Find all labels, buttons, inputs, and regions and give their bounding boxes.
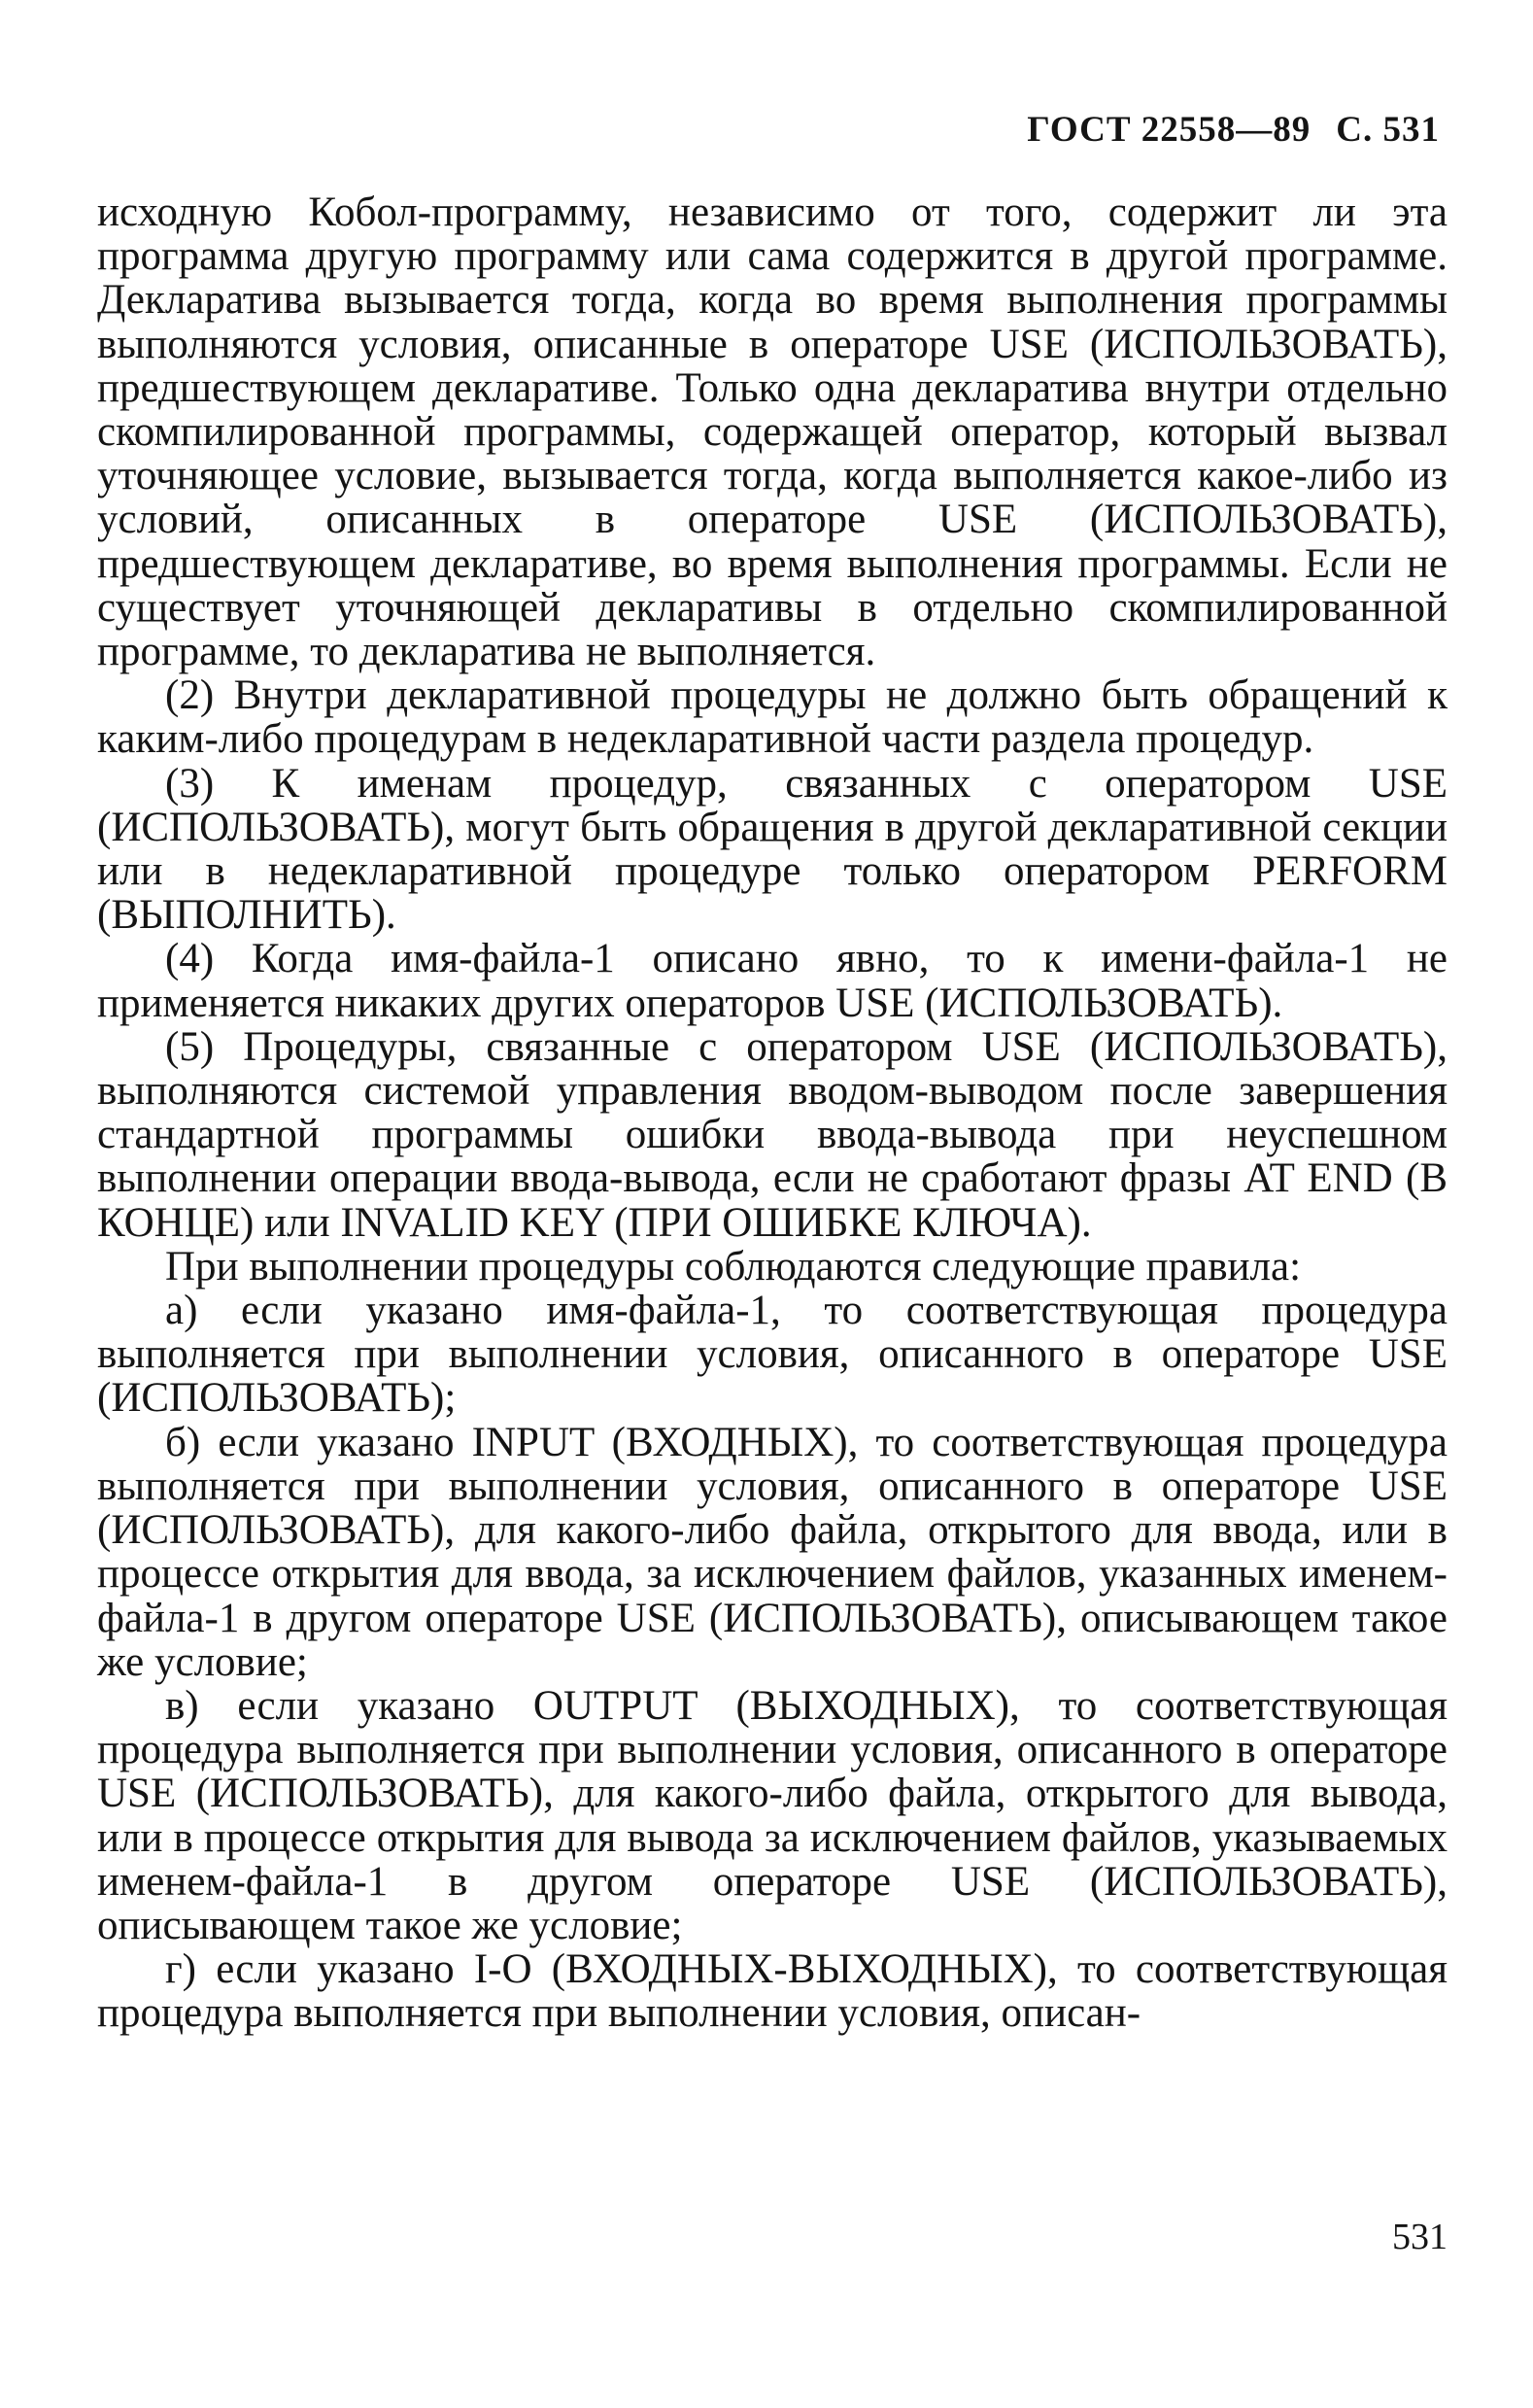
running-header bbox=[1027, 109, 1440, 151]
header-page-reference: С. 531 bbox=[1336, 110, 1440, 150]
standard-designation: ГОСТ 22558—89 bbox=[1027, 110, 1312, 150]
paragraph-continuation: исходную Кобол-программу, независимо от того, содержит ли эта программа другую программу или сама содержится в другой программе. Декларатива вызывается тогда, когда во время выполнения программы выполняются условия, описанные в операторе USE (ИСПОЛЬЗОВАТЬ), предшествующем декларативе. Только одна декларатива внутри отдельно скомпилированной программы, содержащей оператор, который вызвал уточняющее условие, вызывается тогда, когда выполняется какое-либо из условий, описанных в операторе USE (ИСПОЛЬЗОВАТЬ), предшествующем декларативе, во время выполнения программы. Если не существует уточняющей декларативы в отдельно скомпилированной программе, то декларатива не выполняется. bbox=[97, 189, 1448, 675]
paragraph-item-5: (5) Процедуры, связанные с оператором USE (ИСПОЛЬЗОВАТЬ), выполняются системой управления вводом-выводом после завершения стандартной программы ошибки ввода-вывода при неуспешном выполнении операции ввода-вывода, если не сработают фразы AT END (В КОНЦЕ) или INVALID KEY (ПРИ ОШИБКЕ КЛЮЧА). bbox=[97, 1023, 1448, 1246]
page-number: 531 bbox=[1392, 2217, 1448, 2257]
paragraph-item-4: (4) Когда имя-файла-1 описано явно, то к имени-файла-1 не применяется никаких других операторов USE (ИСПОЛЬЗОВАТЬ). bbox=[97, 936, 1448, 1026]
paragraph-rule-v: в) если указано OUTPUT (ВЫХОДНЫХ), то соответствующая процедура выполняется при выполнении условия, описанного в операторе USE (ИСПОЛЬЗОВАТЬ), для какого-либо файла, открытого для вывода, или в процессе открытия для вывода за исключением файлов, указываемых именем-файла-1 в другом операторе USE (ИСПОЛЬЗОВАТЬ), описывающем такое же условие; bbox=[97, 1682, 1448, 1948]
paragraph-rules-intro: При выполнении процедуры соблюдаются следующие правила: bbox=[165, 1243, 1302, 1290]
paragraph-item-2: (2) Внутри декларативной процедуры не должно быть обращений к каким-либо процедурам в недекларативной части раздела процедур. bbox=[97, 672, 1448, 763]
paragraph-item-3: (3) К именам процедур, связанных с оператором USE (ИСПОЛЬЗОВАТЬ), могут быть обращения в другой декларативной секции или в недекларативной процедуре только оператором PERFORM (ВЫПОЛНИТЬ). bbox=[97, 760, 1448, 939]
paragraph-rule-a: а) если указано имя-файла-1, то соответствующая процедура выполняется при выполнении условия, описанного в операторе USE (ИСПОЛЬЗОВАТЬ); bbox=[97, 1288, 1448, 1422]
paragraph-rule-g: г) если указано I-O (ВХОДНЫХ-ВЫХОДНЫХ), то соответствующая процедура выполняется при выполнении условия, описан- bbox=[97, 1946, 1448, 2037]
body-text bbox=[97, 190, 1448, 2036]
paragraph-rule-b: б) если указано INPUT (ВХОДНЫХ), то соответствующая процедура выполняется при выполнении условия, описанного в операторе USE (ИСПОЛЬЗОВАТЬ), для какого-либо файла, открытого для ввода, или в процессе открытия для ввода, за исключением файлов, указанных именем-файла-1 в другом операторе USE (ИСПОЛЬЗОВАТЬ), описывающем такое же условие; bbox=[97, 1419, 1448, 1685]
